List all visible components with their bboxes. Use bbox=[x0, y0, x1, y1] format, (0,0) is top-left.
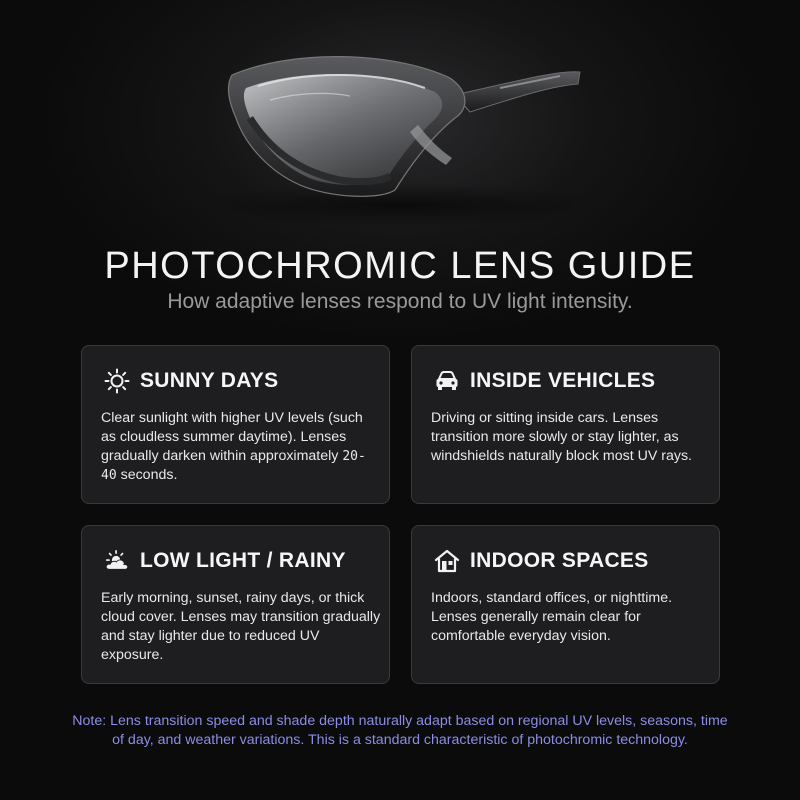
card-header bbox=[434, 548, 649, 574]
partly-cloudy-icon bbox=[104, 548, 130, 574]
card-title: SUNNY DAYS bbox=[140, 369, 279, 392]
page-subtitle: How adaptive lenses respond to UV light intensity. bbox=[167, 290, 633, 313]
duration-range: 20-40 bbox=[101, 449, 366, 483]
card-description: Early morning, sunset, rainy days, or thick cloud cover. Lenses may transition gradually and stay lighter due to reduced UV exposure. bbox=[101, 590, 381, 663]
card-sunny-days bbox=[81, 345, 390, 504]
glasses-product-image bbox=[0, 0, 800, 240]
card-description: Clear sunlight with higher UV levels (such as cloudless summer daytime). Lenses gradually darken within approximately 20-40 seconds. bbox=[101, 410, 366, 483]
card-header bbox=[434, 368, 655, 394]
page-title: PHOTOCHROMIC LENS GUIDE bbox=[104, 245, 696, 287]
card-indoor-spaces bbox=[411, 525, 720, 684]
card-title: INSIDE VEHICLES bbox=[470, 369, 656, 392]
card-header bbox=[104, 548, 346, 574]
card-low-light-rainy bbox=[81, 525, 390, 684]
car-icon bbox=[434, 368, 460, 394]
card-title: LOW LIGHT / RAINY bbox=[140, 549, 346, 572]
house-icon bbox=[434, 548, 460, 574]
card-inside-vehicles bbox=[411, 345, 720, 504]
card-description: Driving or sitting inside cars. Lenses transition more slowly or stay lighter, as windshields naturally block most UV rays. bbox=[431, 410, 692, 464]
card-description: Indoors, standard offices, or nighttime. Lenses generally remain clear for comfortable everyday vision. bbox=[431, 590, 673, 644]
sun-icon bbox=[104, 368, 130, 394]
footnote: Note: Lens transition speed and shade depth naturally adapt based on regional UV levels, seasons, time of day, and weather variations. This is a standard characteristic of photochromic technology. bbox=[72, 713, 728, 748]
card-header bbox=[104, 368, 278, 394]
card-title: INDOOR SPACES bbox=[470, 549, 649, 572]
